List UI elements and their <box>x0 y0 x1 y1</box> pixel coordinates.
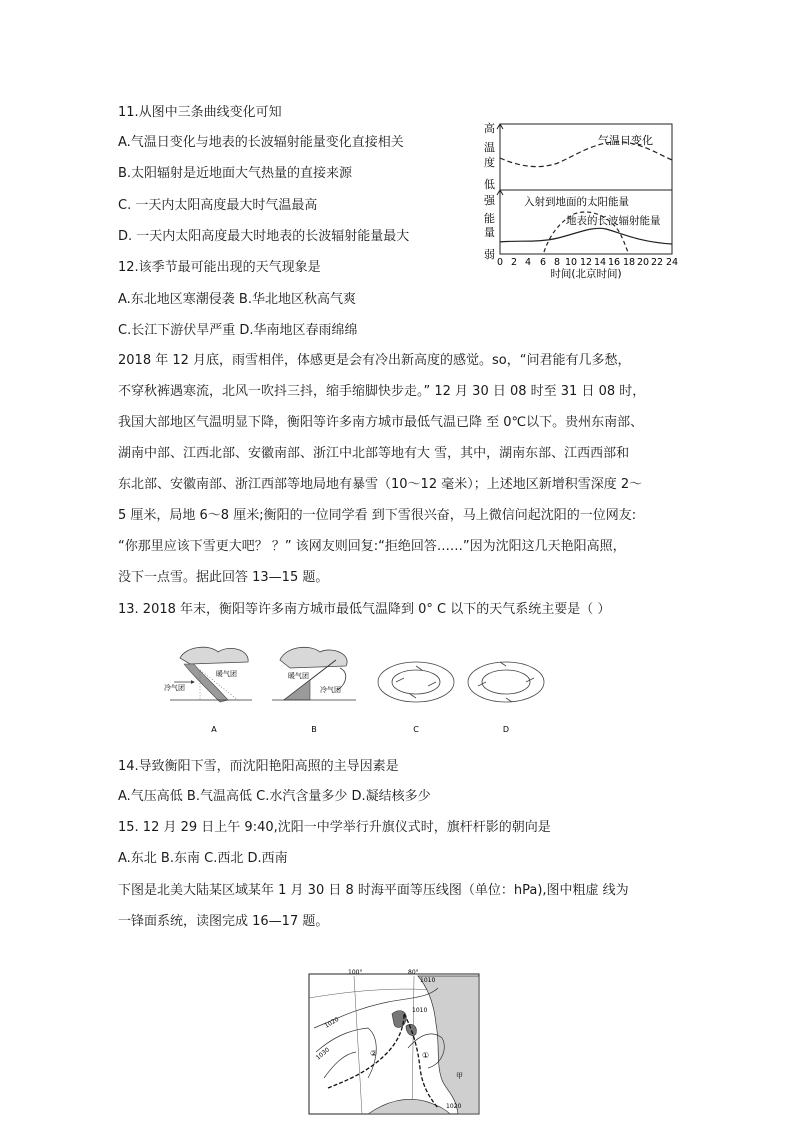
x-tick: 2 <box>510 257 518 268</box>
label-b: B <box>311 725 317 734</box>
diagram-d <box>468 662 544 702</box>
isobar-label: 1020 <box>323 1016 341 1030</box>
q12-options-cd: C.长江下游伏旱严重 D.华南地区春雨绵绵 <box>118 323 358 338</box>
label-c: C <box>413 725 419 734</box>
weather-systems-figure <box>160 642 560 737</box>
isobar-map <box>308 968 480 1116</box>
diagram-c <box>378 662 454 702</box>
passage1-line: 我国大部地区气温明显下降，衡阳等许多南方城市最低气温已降 至 0℃以下。贵州东南部、 <box>118 415 644 430</box>
axis-label-energy-1: 能 <box>484 212 495 225</box>
isobar-label: 1030 <box>314 1046 331 1062</box>
q11-option-a: A.气温日变化与地表的长波辐射能量变化直接相关 <box>118 135 404 150</box>
label-temperature-curve: 气温日变化 <box>598 134 653 147</box>
q12-stem: 12.该季节最可能出现的天气现象是 <box>118 260 321 275</box>
label-b-cold: 冷气团 <box>320 686 341 694</box>
x-tick: 4 <box>524 257 532 268</box>
x-tick: 6 <box>539 257 547 268</box>
marker-2: ② <box>370 1049 378 1058</box>
label-a-cold: 冷气团 <box>164 684 185 692</box>
passage1-line: 不穿秋裤遇寒流，北风一吹抖三抖，缩手缩脚快步走。” 12 月 30 日 08 时至 31 日 08 时， <box>118 384 646 399</box>
passage1-line: 没下一点雪。据此回答 13—15 题。 <box>118 570 329 585</box>
q13-stem: 13. 2018 年末，衡阳等许多南方城市最低气温降到 0° C 以下的天气系统主要是（ ） <box>118 602 611 617</box>
axis-label-low: 低 <box>484 178 495 191</box>
q12-options-ab: A.东北地区寒潮侵袭 B.华北地区秋高气爽 <box>118 292 356 307</box>
passage1-line: 2018 年 12 月底，雨雪相伴，体感更是会有冷出新高度的感觉。so，“问君能有几多愁， <box>118 353 631 368</box>
q11-option-c: C. 一天内太阳高度最大时气温最高 <box>118 198 318 213</box>
x-tick: 14 <box>593 257 607 268</box>
lon-label-80: 80° <box>408 969 419 976</box>
x-axis-label: 时间(北京时间) <box>550 268 622 280</box>
x-tick: 24 <box>665 257 679 268</box>
q14-stem: 14.导致衡阳下雪，而沈阳艳阳高照的主导因素是 <box>118 759 399 774</box>
label-d: D <box>502 725 510 734</box>
x-tick: 20 <box>636 257 650 268</box>
radiation-temperature-graph <box>478 118 684 280</box>
marker-1: ① <box>422 1051 430 1060</box>
axis-label-high: 高 <box>484 122 495 135</box>
label-b-warm: 暖气团 <box>288 672 309 680</box>
q15-stem: 15. 12 月 29 日上午 9:40,沈阳一中学举行升旗仪式时，旗杆杆影的朝向是 <box>118 820 551 835</box>
passage1-line: “你那里应该下雪更大吧？ ？” 该网友则回复:“拒绝回答……”因为沈阳这几天艳阳高照， <box>118 539 626 554</box>
axis-label-strong: 强 <box>484 194 495 207</box>
marker-jia: 甲 <box>456 1072 463 1080</box>
x-tick: 8 <box>553 257 561 268</box>
diagram-b <box>272 647 356 734</box>
diagram-a <box>164 647 252 734</box>
x-tick: 12 <box>579 257 593 268</box>
x-tick: 18 <box>622 257 636 268</box>
isobar-label: 1010 <box>420 977 436 984</box>
longwave-curve <box>500 228 672 244</box>
passage1-line: 5 厘米，局地 6～8 厘米;衡阳的一位同学看 到下雪很兴奋，马上微信问起沈阳的一位网友: <box>118 508 637 523</box>
label-a-warm: 暖气团 <box>216 670 237 678</box>
x-tick: 0 <box>496 257 504 268</box>
lon-label-100: 100° <box>348 969 363 976</box>
label-a: A <box>211 725 217 734</box>
axis-label-temp-2: 度 <box>484 156 495 169</box>
passage2-line: 一锋面系统，读图完成 16—17 题。 <box>118 914 329 929</box>
isobar-label: 1010 <box>412 1007 428 1014</box>
x-tick: 22 <box>650 257 664 268</box>
label-solar-curve: 入射到地面的太阳能量 <box>524 196 629 208</box>
label-longwave-curve: 地表的长波辐射能量 <box>566 215 661 227</box>
isobar-label: 1020 <box>446 1103 462 1110</box>
q14-options: A.气压高低 B.气温高低 C.水汽含量多少 D.凝结核多少 <box>118 789 431 804</box>
axis-label-energy-2: 量 <box>484 226 495 239</box>
q11-stem: 11.从图中三条曲线变化可知 <box>118 105 282 120</box>
axis-label-temp-1: 温 <box>484 141 495 154</box>
passage1-line: 湖南中部、江西北部、安徽南部、浙江中北部等地有大 雪，其中，湖南东部、江西西部和 <box>118 446 630 461</box>
q11-option-b: B.太阳辐射是近地面大气热量的直接来源 <box>118 166 353 181</box>
passage2-line: 下图是北美大陆某区域某年 1 月 30 日 8 时海平面等压线图（单位：hPa),图中粗虚 线为 <box>118 883 629 898</box>
x-tick: 10 <box>564 257 578 268</box>
x-tick: 16 <box>607 257 621 268</box>
q15-options: A.东北 B.东南 C.西北 D.西南 <box>118 851 288 866</box>
q11-option-d: D. 一天内太阳高度最大时地表的长波辐射能量最大 <box>118 229 410 244</box>
passage1-line: 东北部、安徽南部、浙江西部等地局地有暴雪（10～12 毫米）；上述地区新增积雪深度 2～ <box>118 477 643 492</box>
axis-label-weak: 弱 <box>484 248 495 261</box>
